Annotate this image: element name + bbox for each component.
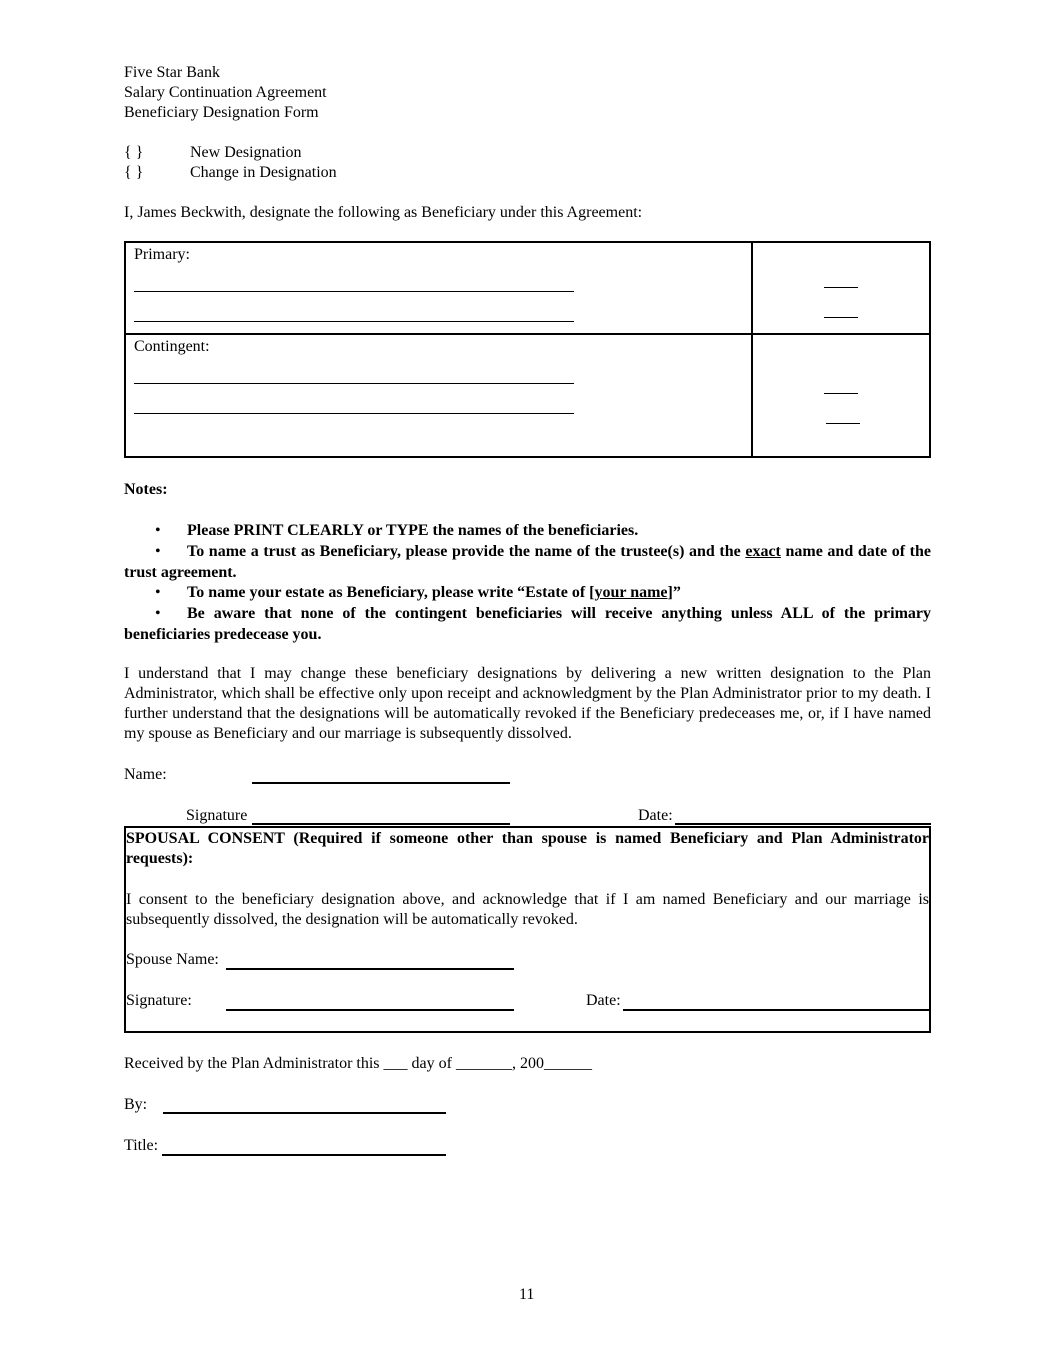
date-label: Date: xyxy=(638,807,673,824)
signature-label: Signature xyxy=(186,807,248,824)
company-name: Five Star Bank xyxy=(124,64,220,81)
spouse-date-field-line[interactable] xyxy=(623,1009,931,1011)
bullet-icon: • xyxy=(155,584,161,601)
contingent-label: Contingent: xyxy=(134,338,210,355)
table-divider xyxy=(751,241,753,458)
change-designation-label: Change in Designation xyxy=(190,164,337,181)
note-item-3: To name your estate as Beneficiary, please write “Estate of [your name]” xyxy=(187,584,681,601)
spousal-consent-text: I consent to the beneficiary designation above, and acknowledge that if I am named Beneficiary and our marriage is subsequently dissolved, the designation will be automatically revoked. xyxy=(126,891,929,928)
note-item-2: To name a trust as Beneficiary, please provide the name of the trustee(s) and the exact name and date of the trust agreement. xyxy=(124,543,932,581)
spouse-signature-field-line[interactable] xyxy=(226,1009,514,1011)
title-label: Title: xyxy=(124,1137,159,1154)
contingent-name-line-1[interactable] xyxy=(134,383,574,384)
agreement-title: Salary Continuation Agreement xyxy=(124,84,327,101)
date-field-line[interactable] xyxy=(675,823,931,825)
note-item-4: Be aware that none of the contingent beneficiaries will receive anything unless ALL of the primary beneficiaries predecease you. xyxy=(124,605,931,643)
name-field-line[interactable] xyxy=(252,782,510,784)
primary-share-line-1[interactable] xyxy=(824,287,858,288)
page-number: 11 xyxy=(519,1286,535,1303)
contingent-share-line-2[interactable] xyxy=(826,423,860,424)
intro-text: I, James Beckwith, designate the following as Beneficiary under this Agreement: xyxy=(124,204,643,221)
spouse-date-label: Date: xyxy=(586,992,621,1009)
by-label: By: xyxy=(124,1096,148,1113)
by-field-line[interactable] xyxy=(163,1112,446,1114)
bullet-icon: • xyxy=(155,605,161,622)
note-item-1: Please PRINT CLEARLY or TYPE the names of the beneficiaries. xyxy=(187,522,639,539)
primary-share-line-2[interactable] xyxy=(824,317,858,318)
contingent-name-line-2[interactable] xyxy=(134,413,574,414)
primary-label: Primary: xyxy=(134,246,190,263)
change-designation-checkbox[interactable]: { } xyxy=(124,164,144,181)
new-designation-checkbox[interactable]: { } xyxy=(124,144,144,161)
spouse-signature-label: Signature: xyxy=(126,992,192,1009)
beneficiary-table xyxy=(124,241,931,458)
primary-name-line-2[interactable] xyxy=(134,321,574,322)
table-row-divider xyxy=(124,333,931,335)
primary-name-line-1[interactable] xyxy=(134,291,574,292)
name-label: Name: xyxy=(124,766,167,783)
bullet-icon: • xyxy=(155,522,161,539)
signature-field-line[interactable] xyxy=(252,823,510,825)
spousal-consent-heading: SPOUSAL CONSENT (Required if someone other than spouse is named Beneficiary and Plan Administrator requests): xyxy=(126,830,929,867)
spouse-name-label: Spouse Name: xyxy=(126,951,219,968)
bullet-icon: • xyxy=(155,543,161,560)
new-designation-label: New Designation xyxy=(190,144,302,161)
notes-heading: Notes: xyxy=(124,481,168,498)
title-field-line[interactable] xyxy=(162,1154,446,1156)
form-title: Beneficiary Designation Form xyxy=(124,104,319,121)
understanding-paragraph: I understand that I may change these beneficiary designations by delivering a new written designation to the Plan Administrator, which shall be effective only upon receipt and acknowledgment by the Plan Administrator prior to my death. I further understand that the designations will be automatically revoked if the Beneficiary predeceases me, or, if I have named my spouse as Beneficiary and our marriage is subsequently dissolved. xyxy=(124,665,931,742)
contingent-share-line-1[interactable] xyxy=(824,393,858,394)
spouse-name-field-line[interactable] xyxy=(226,968,514,970)
received-text: Received by the Plan Administrator this ___ day of _______, 200______ xyxy=(124,1055,592,1072)
